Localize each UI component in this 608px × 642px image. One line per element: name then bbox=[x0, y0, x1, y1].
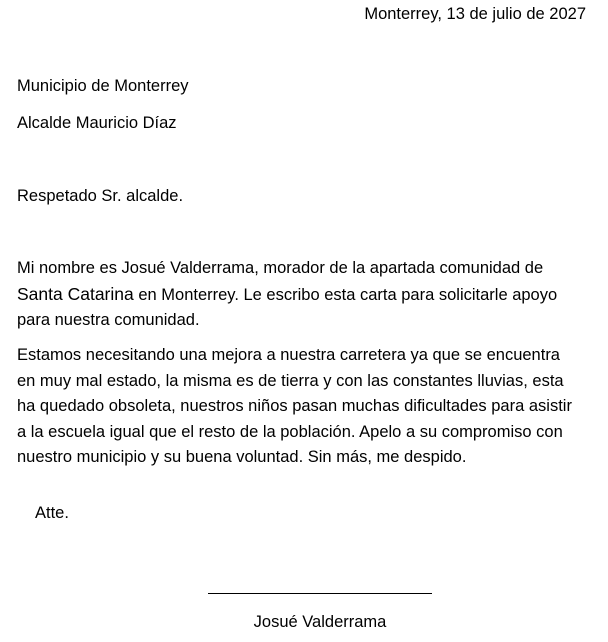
letter-date: Monterrey, 13 de julio de 2027 bbox=[364, 5, 586, 23]
recipient-name: Alcalde Mauricio Díaz bbox=[17, 114, 177, 132]
introduction-paragraph bbox=[17, 256, 577, 334]
introduction-text-end: en Monterrey. Le escribo esta carta para solicitarle apoyo para nuestra comunidad. bbox=[17, 285, 558, 329]
introduction-text-start: Mi nombre es Josué Valderrama, morador de la apartada comunidad de bbox=[17, 259, 544, 277]
signature-line bbox=[208, 593, 432, 594]
signature-name: Josué Valderrama bbox=[253, 613, 387, 631]
closing: Atte. bbox=[35, 504, 69, 522]
recipient-organization: Municipio de Monterrey bbox=[17, 77, 189, 95]
salutation: Respetado Sr. alcalde. bbox=[17, 187, 184, 205]
community-name: Santa Catarina bbox=[17, 283, 134, 304]
request-paragraph: Estamos necesitando una mejora a nuestra carretera ya que se encuentra en muy mal estado, la misma es de tierra y con las constantes lluvias, esta ha quedado obsoleta, nuestros niños pasan muchas dificultades para asistir a la escuela igual que el resto de la población. Apelo a su compromiso con nuestro municipio y su buena voluntad. Sin más, me despido. bbox=[17, 346, 572, 466]
